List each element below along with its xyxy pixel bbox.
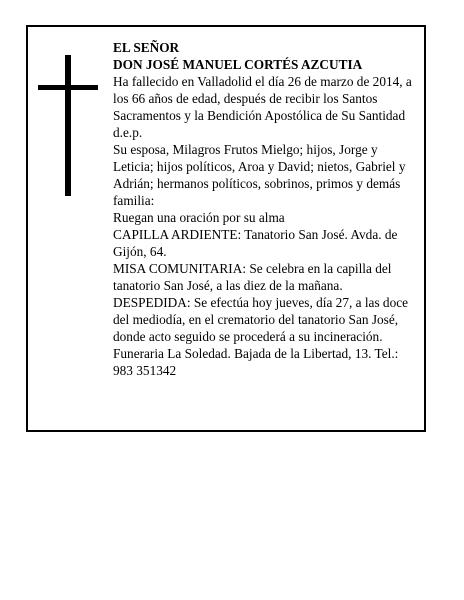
mass-info: MISA COMUNITARIA: Se celebra en la capilla del tanatorio San José, a las diez de la mañana.: [113, 261, 392, 293]
chapel-info: CAPILLA ARDIENTE: Tanatorio San José. Avda. de Gijón, 64.: [113, 227, 398, 259]
death-announcement: Ha fallecido en Valladolid el día 26 de marzo de 2014, a los 66 años de edad, después de recibir los Santos Sacramentos y la Bendición Apostólica de Su Santidad d.e.p.: [113, 74, 412, 140]
cross-icon: [38, 55, 98, 196]
family-list: Su esposa, Milagros Frutos Mielgo; hijos, Jorge y Leticia; hijos políticos, Aroa y David; nietos, Gabriel y Adrián; hermanos políticos, sobrinos, primos y demás familia:: [113, 142, 406, 208]
title-line-1: EL SEÑOR: [113, 40, 180, 55]
cross-vertical-bar: [65, 55, 71, 196]
farewell-info: DESPEDIDA: Se efectúa hoy jueves, día 27, a las doce del mediodía, en el crematorio del tanatorio San José, donde acto seguido se procederá a su incineración.: [113, 295, 409, 344]
funeral-home-info: Funeraria La Soledad. Bajada de la Libertad, 13. Tel.: 983 351342: [113, 346, 399, 378]
notice-body: [113, 39, 418, 379]
deceased-name: DON JOSÉ MANUEL CORTÉS AZCUTIA: [113, 57, 363, 72]
cross-horizontal-bar: [38, 85, 98, 90]
prayer-request: Ruegan una oración por su alma: [113, 210, 285, 225]
